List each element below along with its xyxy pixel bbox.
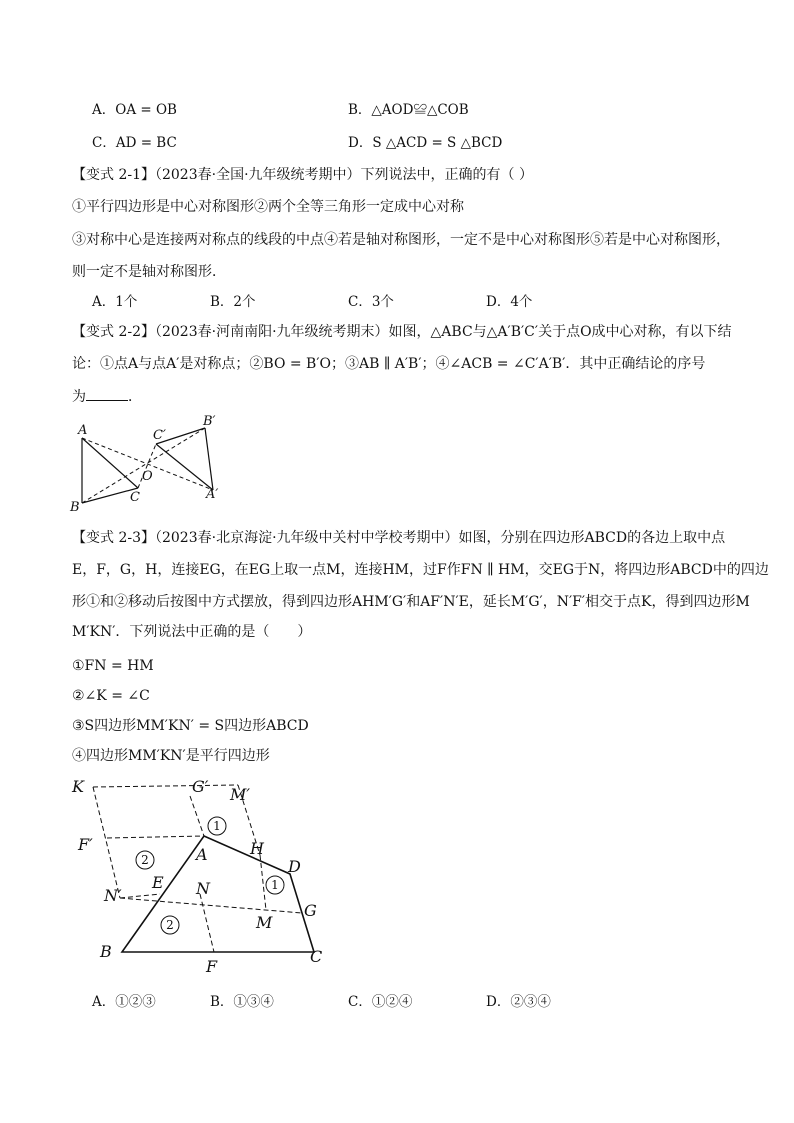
q21-option-b[interactable]: B．2个 bbox=[210, 294, 256, 310]
label-g: G bbox=[304, 901, 317, 920]
label-a: A bbox=[196, 845, 208, 864]
question-2-1-line2: ③对称中心是连接两对称点的线段的中点④若是轴对称图形，一定不是中心对称图形⑤若是中心对称图形， bbox=[72, 232, 730, 248]
label-n-prime: N′ bbox=[104, 886, 122, 905]
statement-3: ③S四边形MM′KN′ = S四边形ABCD bbox=[72, 718, 309, 734]
q23-option-a[interactable]: A．①②③ bbox=[92, 994, 156, 1010]
num-2b: 2 bbox=[166, 918, 174, 932]
label-d: D bbox=[288, 857, 301, 876]
question-2-1-title: 【变式 2-1】（2023春·全国·九年级统考期中）下列说法中，正确的有（ ） bbox=[72, 167, 533, 183]
label-c: C bbox=[130, 490, 140, 505]
num-1a: 1 bbox=[213, 819, 221, 833]
label-f-prime: F′ bbox=[78, 835, 93, 854]
label-g-prime: G′ bbox=[192, 777, 209, 796]
question-2-2-line2 bbox=[72, 386, 142, 407]
dashed-bb1 bbox=[82, 428, 205, 503]
q21-option-c[interactable]: C．3个 bbox=[348, 294, 394, 310]
line2-suffix: ． bbox=[128, 389, 142, 405]
question-2-3-line1: E，F，G，H，连接EG，在EG上取一点M，连接HM，过F作FN ∥ HM，交EG于N，将四边形ABCD中的四边 bbox=[72, 562, 769, 578]
q23-option-c[interactable]: C．①②④ bbox=[348, 994, 413, 1010]
dashed-g1-a bbox=[190, 796, 204, 836]
label-f: F bbox=[206, 957, 218, 976]
option-b[interactable]: B．△AOD≌△COB bbox=[348, 102, 469, 118]
dashed-n1-e bbox=[120, 894, 160, 898]
option-c[interactable]: C．AD = BC bbox=[92, 135, 177, 151]
statement-4: ④四边形MM′KN′是平行四边形 bbox=[72, 748, 270, 764]
question-2-2-line1: 论：①点A与点A′是对称点；②BO = B′O；③AB ∥ A′B′；④∠ACB = ∠C′A′B′．其中正确结论的序号 bbox=[72, 356, 706, 372]
dashed-k-n1 bbox=[93, 787, 120, 898]
dashed-k-m1 bbox=[93, 785, 238, 787]
q23-option-b[interactable]: B．①③④ bbox=[210, 994, 274, 1010]
segment-ac bbox=[82, 438, 138, 488]
q21-option-a[interactable]: A．1个 bbox=[92, 294, 138, 310]
label-c: C bbox=[310, 947, 323, 966]
label-a-prime: A′ bbox=[206, 487, 219, 502]
option-a[interactable]: A．OA = OB bbox=[92, 102, 177, 118]
line2-prefix: 为 bbox=[72, 389, 86, 405]
statement-2: ②∠K = ∠C bbox=[72, 688, 150, 704]
num-2a: 2 bbox=[141, 853, 149, 867]
segment-c1a1 bbox=[156, 444, 213, 490]
q23-option-d[interactable]: D．②③④ bbox=[486, 994, 551, 1010]
label-b: B bbox=[100, 942, 112, 961]
question-2-3-line3: M′KN′．下列说法中正确的是（ ） bbox=[72, 624, 312, 640]
label-b-prime: B′ bbox=[203, 414, 216, 429]
label-c-prime: C′ bbox=[153, 428, 166, 443]
answer-blank[interactable] bbox=[86, 386, 128, 401]
label-e: E bbox=[152, 873, 164, 892]
label-b: B bbox=[70, 500, 80, 515]
label-a: A bbox=[78, 423, 88, 438]
label-n: N bbox=[196, 879, 210, 898]
option-d[interactable]: D．S △ACD = S △BCD bbox=[348, 135, 503, 151]
question-2-2-title: 【变式 2-2】（2023春·河南南阳·九年级统考期末）如图，△ABC与△A′B′C′关于点O成中心对称，有以下结 bbox=[72, 324, 732, 340]
label-h: H bbox=[250, 839, 264, 858]
segment-a1b1 bbox=[205, 428, 213, 490]
question-2-1-line1: ①平行四边形是中心对称图形②两个全等三角形一定成中心对称 bbox=[72, 199, 464, 215]
num-1b: 1 bbox=[271, 878, 279, 892]
question-2-3-line2: 形①和②移动后按图中方式摆放，得到四边形AHM′G′和AF′N′E，延长M′G′，N′F′相交于点K，得到四边形M bbox=[72, 594, 750, 610]
dashed-f1-a bbox=[107, 836, 204, 838]
question-2-3-title: 【变式 2-3】（2023春·北京海淀·九年级中关村中学校考期中）如图，分别在四边形ABCD的各边上取中点 bbox=[72, 530, 726, 546]
label-k: K bbox=[72, 777, 84, 796]
dashed-n-f bbox=[200, 894, 214, 952]
label-o: O bbox=[142, 469, 153, 484]
statement-1: ①FN = HM bbox=[72, 658, 154, 674]
symmetry-figure bbox=[60, 408, 230, 518]
question-2-1-line3: 则一定不是轴对称图形． bbox=[72, 264, 226, 280]
dashed-n1-g bbox=[120, 898, 302, 913]
q21-option-d[interactable]: D．4个 bbox=[486, 294, 533, 310]
label-m-prime: M′ bbox=[230, 785, 251, 804]
label-m: M bbox=[256, 913, 273, 932]
quadrilateral-figure bbox=[60, 770, 350, 980]
